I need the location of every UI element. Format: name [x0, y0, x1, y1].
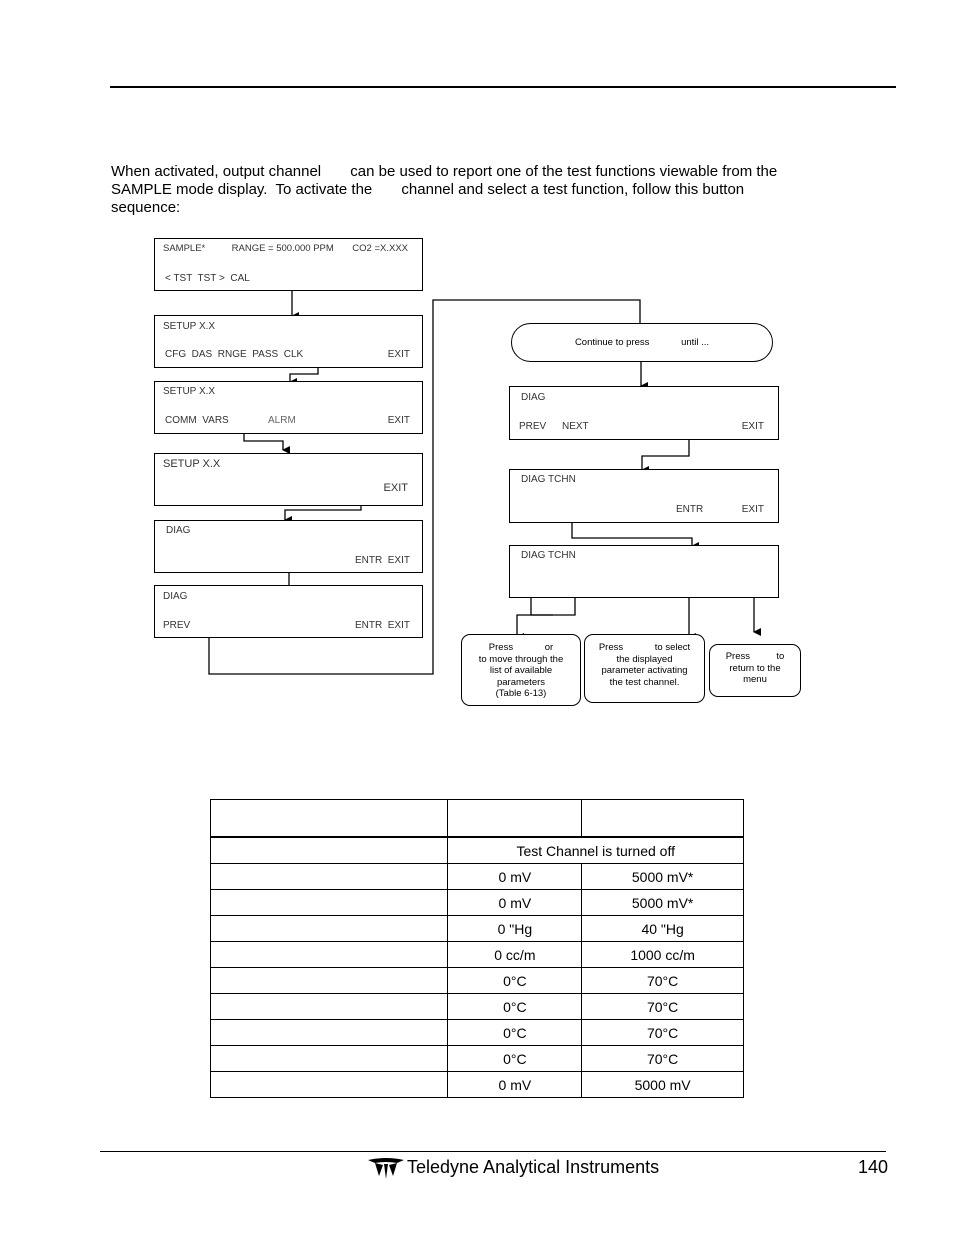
table-header-row [211, 800, 744, 838]
note-return-line-2: return to the [729, 662, 781, 674]
note-return-menu [709, 644, 801, 697]
header-cell-function [211, 800, 448, 838]
note-return-line-1: Press to [725, 651, 785, 662]
table-row [211, 890, 744, 916]
min-cell: 0 mV [448, 890, 582, 916]
table-row [211, 994, 744, 1020]
screen-setup-diag [154, 453, 423, 506]
footer-rule [100, 1151, 886, 1152]
setup-exit-key: EXIT [387, 349, 410, 360]
min-cell: 0°C [448, 994, 582, 1020]
setup-more-keys: COMM VARS [165, 415, 229, 426]
screen-diag-1 [154, 520, 423, 573]
diag2-keys: ENTR EXIT [354, 620, 410, 631]
note-select-line-2: the displayed [616, 653, 673, 665]
diag2-prev-key: PREV [163, 620, 191, 631]
sample-key-line: < TST TST > CAL [165, 273, 250, 284]
note-move-line-2: to move through the [478, 653, 564, 665]
function-cell [211, 1072, 448, 1098]
merged-cell: Test Channel is turned off [448, 837, 744, 864]
max-cell: 5000 mV* [582, 890, 744, 916]
note-move-line-4: parameters [496, 676, 546, 688]
tchn1-entr-key: ENTR [676, 504, 704, 515]
function-cell [211, 890, 448, 916]
setup-diag-exit-key: EXIT [383, 482, 408, 494]
table-row [211, 942, 744, 968]
screen-diag-3 [509, 386, 779, 440]
intro-line-1: When activated, output channel can be used to report one of the test functions viewable from the [111, 163, 778, 180]
screen-diag-tchn-1 [509, 469, 779, 523]
screen-setup-more [154, 381, 423, 434]
continue-note [511, 323, 773, 362]
function-cell [211, 942, 448, 968]
note-move-line-5: (Table 6-13) [495, 688, 547, 699]
teledyne-logo-icon [367, 1156, 405, 1180]
diag2-title: DIAG [163, 591, 188, 602]
note-move-parameters [461, 634, 581, 706]
diag3-next-key: NEXT [562, 421, 589, 432]
max-cell: 70°C [582, 968, 744, 994]
intro-line-2: SAMPLE mode display. To activate the channel and select a test function, follow this button [111, 181, 745, 198]
function-cell [211, 1020, 448, 1046]
diag3-title: DIAG [521, 392, 546, 403]
table-row [211, 968, 744, 994]
function-cell [211, 916, 448, 942]
tchn1-exit-key: EXIT [741, 504, 764, 515]
note-select-line-4: the test channel. [609, 676, 680, 688]
table-row [211, 1046, 744, 1072]
max-cell: 70°C [582, 1020, 744, 1046]
sample-status-line: SAMPLE* RANGE = 500.000 PPM CO2 =X.XXX [163, 243, 408, 254]
page-number: 140 [858, 1157, 889, 1177]
diag3-exit-key: EXIT [741, 421, 764, 432]
tchn1-title: DIAG TCHN [521, 474, 576, 485]
note-select-line-3: parameter activating [601, 665, 688, 676]
tchn2-title: DIAG TCHN [521, 550, 576, 561]
table-row [211, 1072, 744, 1098]
max-cell: 5000 mV* [582, 864, 744, 890]
intro-line-3: sequence: [111, 199, 181, 216]
min-cell: 0 mV [448, 864, 582, 890]
setup-more-alrm-key: ALRM [268, 415, 296, 426]
setup-more-title: SETUP X.X [163, 386, 216, 397]
screen-diag-2 [154, 585, 423, 638]
function-cell [211, 864, 448, 890]
min-cell: 0 cc/m [448, 942, 582, 968]
screen-sample [154, 238, 423, 291]
diag1-title: DIAG [166, 525, 191, 536]
screen-diag-tchn-2 [509, 545, 779, 598]
setup-keys: CFG DAS RNGE PASS CLK [165, 349, 304, 360]
min-cell: 0°C [448, 1020, 582, 1046]
max-cell: 70°C [582, 994, 744, 1020]
diag1-keys: ENTR EXIT [354, 555, 410, 566]
header-cell-min [448, 800, 582, 838]
max-cell: 1000 cc/m [582, 942, 744, 968]
footer-company: Teledyne Analytical Instruments [407, 1157, 660, 1177]
setup-title: SETUP X.X [163, 321, 216, 332]
note-move-line-1: Press or [488, 642, 554, 653]
screen-setup-main [154, 315, 423, 368]
note-select-line-1: Press to select [598, 642, 691, 653]
note-return-line-3: menu [743, 674, 767, 685]
min-cell: 0°C [448, 1046, 582, 1072]
continue-note-text: Continue to press until ... [574, 337, 710, 348]
table-row [211, 864, 744, 890]
function-cell [211, 1046, 448, 1072]
function-cell [211, 837, 448, 864]
note-move-line-3: list of available [489, 665, 553, 676]
min-cell: 0 "Hg [448, 916, 582, 942]
function-cell [211, 968, 448, 994]
note-select-parameter [584, 634, 705, 703]
max-cell: 5000 mV [582, 1072, 744, 1098]
diag3-prev-key: PREV [519, 421, 547, 432]
min-cell: 0 mV [448, 1072, 582, 1098]
test-channel-table [210, 799, 744, 1098]
table-row [211, 837, 744, 864]
function-cell [211, 994, 448, 1020]
max-cell: 70°C [582, 1046, 744, 1072]
table-row [211, 1020, 744, 1046]
max-cell: 40 "Hg [582, 916, 744, 942]
table-row [211, 916, 744, 942]
setup-diag-title: SETUP X.X [163, 458, 221, 470]
min-cell: 0°C [448, 968, 582, 994]
header-cell-max [582, 800, 744, 838]
setup-more-exit-key: EXIT [387, 415, 410, 426]
